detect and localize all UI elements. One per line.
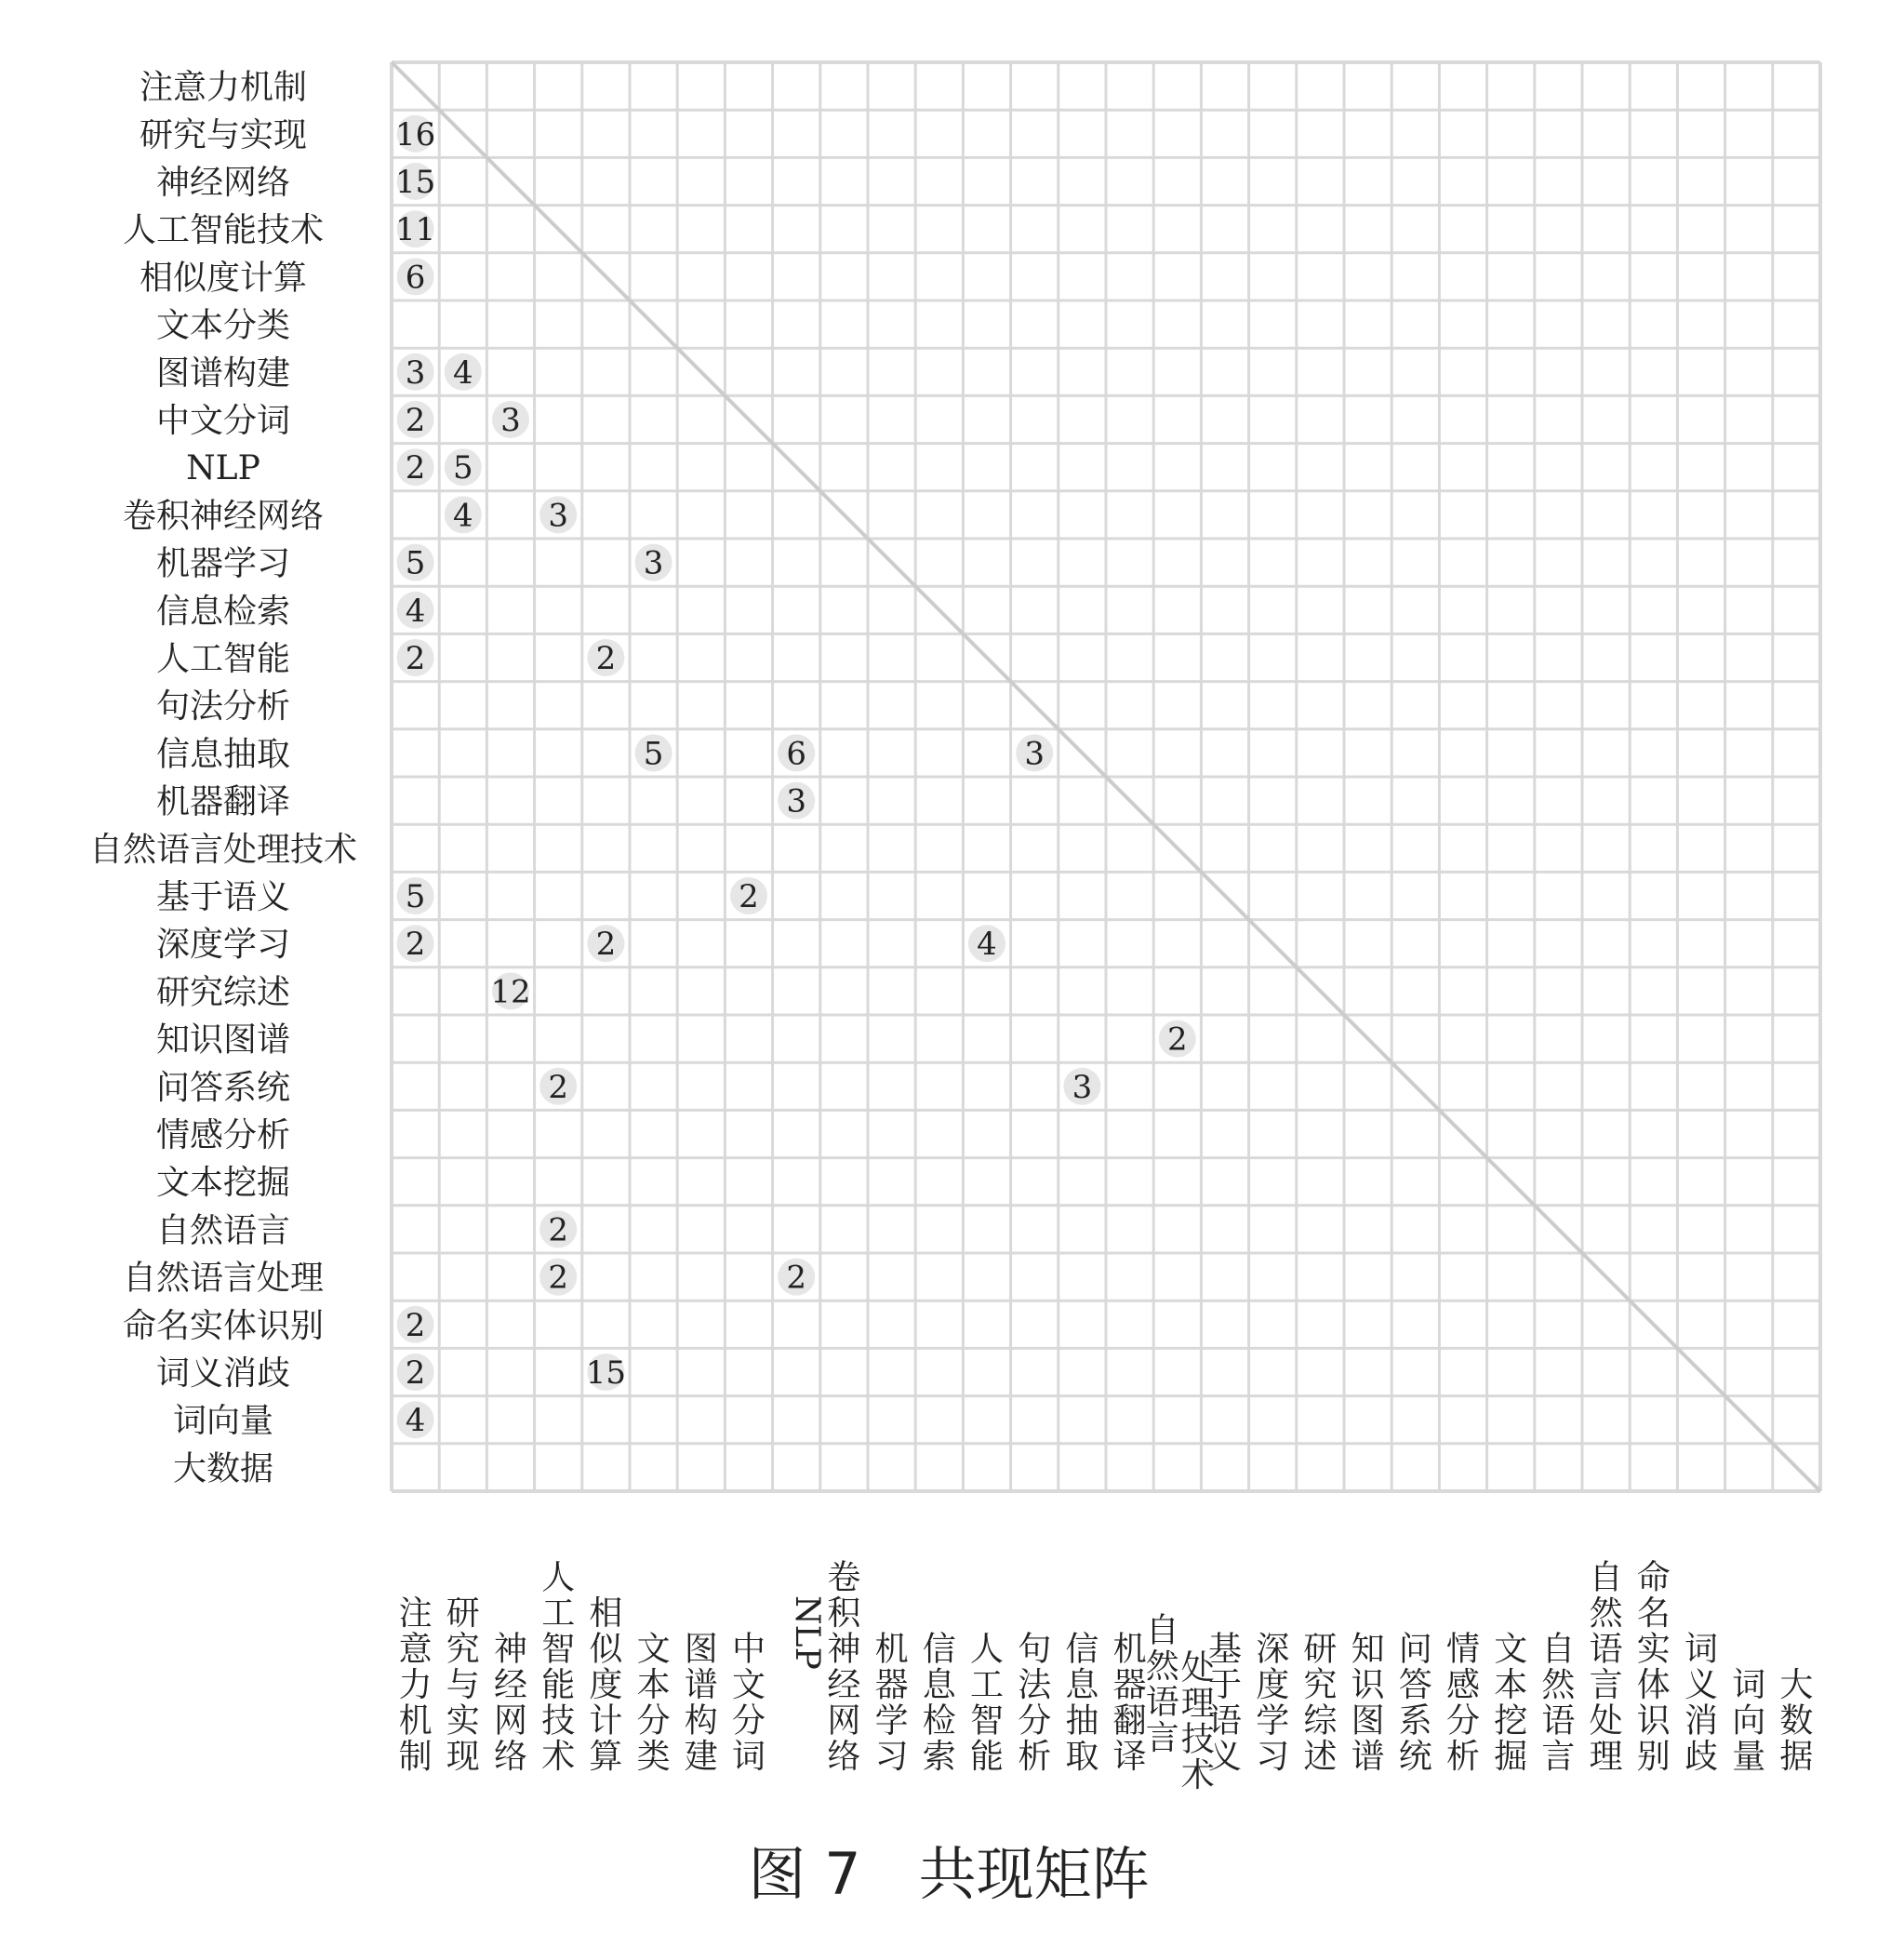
column-label-char: 图 — [1351, 1701, 1385, 1741]
row-label: 机器翻译 — [155, 782, 291, 821]
cell-value: 2 — [595, 926, 617, 964]
cell-value: 5 — [643, 735, 664, 773]
column-label — [1494, 1631, 1527, 1777]
matrix-cell — [395, 210, 435, 248]
column-label-char: 命 — [1636, 1558, 1671, 1597]
column-label-char: 经 — [493, 1666, 528, 1704]
column-label-char: 处 — [1180, 1648, 1215, 1687]
cell-value: 3 — [500, 402, 521, 439]
column-label — [1637, 1559, 1671, 1777]
cell-value: 2 — [548, 1068, 569, 1106]
column-label-char: 文 — [1494, 1630, 1528, 1669]
column-label-char: 建 — [684, 1738, 718, 1776]
column-label-char: 技 — [541, 1701, 576, 1741]
column-label-char: 神 — [827, 1630, 861, 1669]
cell-value: 4 — [405, 1402, 426, 1440]
column-labels — [399, 1559, 1814, 1795]
column-label-char: 计 — [589, 1701, 623, 1741]
column-label-char: 句 — [1018, 1630, 1052, 1669]
column-label-char: 掘 — [1494, 1738, 1528, 1776]
column-label-char: 法 — [1018, 1666, 1052, 1704]
cell-value: 4 — [452, 353, 473, 392]
matrix-cell — [587, 639, 624, 677]
matrix-cell — [395, 163, 435, 201]
row-label: 相似度计算 — [139, 259, 308, 298]
matrix-cell — [445, 353, 482, 392]
column-label-char: 向 — [1732, 1701, 1766, 1741]
column-label-char: 积 — [827, 1594, 861, 1633]
column-label-char: 别 — [1636, 1738, 1671, 1776]
row-label: 研究与实现 — [139, 115, 308, 154]
column-label-char: 器 — [1112, 1666, 1147, 1704]
column-label-char: 谱 — [684, 1666, 718, 1704]
column-label-char: 图 — [684, 1630, 718, 1669]
column-label-char: 言 — [1145, 1719, 1179, 1757]
column-label-char: 歧 — [1684, 1738, 1719, 1776]
column-label-char: 谱 — [1351, 1738, 1385, 1776]
column-label-char: 识 — [1351, 1666, 1385, 1704]
column-label-char: 习 — [874, 1738, 909, 1776]
column-label-char: 文 — [731, 1666, 766, 1704]
column-label-char: 问 — [1398, 1630, 1432, 1669]
column-label-char: 言 — [1589, 1666, 1623, 1704]
column-label — [494, 1631, 527, 1777]
column-label-char: 机 — [398, 1701, 433, 1741]
column-label-char: 词 — [1684, 1630, 1719, 1669]
matrix-cell — [397, 353, 434, 392]
column-label-char: 文 — [636, 1630, 671, 1669]
cell-value: 2 — [595, 640, 617, 677]
column-label-char: 索 — [922, 1738, 956, 1776]
matrix-cell — [1063, 1068, 1100, 1106]
column-label-char: 算 — [589, 1738, 623, 1776]
column-label — [827, 1559, 861, 1777]
column-label-char: 于 — [1207, 1666, 1243, 1704]
column-label-char: 析 — [1018, 1738, 1052, 1776]
matrix-cell — [635, 734, 672, 772]
column-label-char: 分 — [636, 1701, 671, 1741]
column-label-char: 信 — [1065, 1630, 1099, 1669]
column-label-char: 检 — [922, 1701, 956, 1741]
matrix-cell — [539, 1210, 577, 1248]
column-label-char: 经 — [827, 1666, 861, 1704]
column-label-char: 体 — [1636, 1666, 1671, 1704]
column-label-char: 相 — [589, 1594, 623, 1633]
column-label-char: 能 — [541, 1666, 576, 1704]
column-label — [1303, 1631, 1338, 1777]
column-label-char: 人 — [969, 1630, 1005, 1669]
column-label — [446, 1594, 480, 1776]
column-label-char: 大 — [1779, 1666, 1814, 1704]
column-label-char: 力 — [398, 1666, 433, 1704]
row-label: 问答系统 — [155, 1068, 291, 1107]
column-label-char: 挖 — [1494, 1701, 1528, 1741]
cell-value: 2 — [548, 1259, 569, 1297]
column-label-char: 网 — [827, 1701, 861, 1741]
column-label-char: 语 — [1589, 1630, 1623, 1669]
matrix-cell — [1159, 1020, 1196, 1059]
row-label: 命名实体识别 — [122, 1306, 325, 1345]
column-label-char: 度 — [589, 1666, 623, 1704]
matrix-cell — [445, 496, 482, 534]
cell-value: 3 — [786, 782, 807, 820]
cell-value: 2 — [405, 926, 426, 964]
matrix-cell — [635, 544, 672, 582]
column-label-char: 技 — [1180, 1720, 1215, 1759]
row-label: 图谱构建 — [155, 353, 291, 393]
row-label: 信息检索 — [155, 592, 291, 631]
matrix-cell — [397, 1401, 434, 1439]
cell-value: 15 — [394, 164, 436, 201]
column-label-char: 度 — [1256, 1666, 1290, 1704]
column-label — [541, 1559, 575, 1777]
column-label-char: 实 — [1636, 1630, 1671, 1669]
column-label-char: 知 — [1351, 1630, 1385, 1669]
column-label-char: 义 — [1207, 1738, 1243, 1776]
row-label: 人工智能技术 — [122, 211, 325, 250]
column-label-char: 似 — [589, 1630, 623, 1669]
row-label: 卷积神经网络 — [122, 497, 325, 536]
matrix-cell — [397, 1354, 434, 1392]
column-label-char: 据 — [1779, 1738, 1814, 1776]
column-label-char: 学 — [1256, 1701, 1290, 1741]
column-label — [875, 1631, 909, 1777]
column-label-char: 识 — [1636, 1701, 1671, 1741]
column-label-char: 然 — [1145, 1647, 1179, 1686]
cell-value: 2 — [405, 640, 426, 677]
cell-value: 5 — [405, 878, 426, 915]
matrix-cell — [397, 401, 434, 439]
column-label-char: 研 — [446, 1594, 480, 1633]
column-label-char: 构 — [684, 1701, 718, 1741]
column-label — [1351, 1631, 1386, 1777]
column-label — [1590, 1559, 1624, 1777]
matrix-cell — [395, 115, 435, 153]
column-label-char: 综 — [1303, 1701, 1338, 1741]
column-label-char: 络 — [493, 1738, 528, 1776]
row-label: 深度学习 — [155, 926, 291, 965]
column-label-char: 究 — [446, 1630, 480, 1669]
column-label-char: 信 — [922, 1630, 956, 1669]
column-label-char: 分 — [1018, 1701, 1052, 1741]
column-label — [788, 1595, 826, 1670]
column-label-char: 学 — [874, 1701, 909, 1741]
column-label-char: 语 — [1541, 1701, 1576, 1741]
matrix-cell — [397, 639, 434, 677]
cell-value: 3 — [643, 544, 664, 582]
column-label-char: 翻 — [1112, 1701, 1147, 1741]
row-label: 研究综述 — [155, 973, 291, 1012]
column-label-char: 络 — [827, 1738, 861, 1776]
cell-value: 15 — [585, 1354, 627, 1392]
column-label-char: 本 — [1494, 1666, 1528, 1704]
column-label-char: 工 — [969, 1666, 1005, 1704]
matrix-cell — [778, 734, 815, 772]
row-label: NLP — [186, 449, 260, 488]
column-label-char: 智 — [969, 1701, 1005, 1741]
column-label-char: 神 — [493, 1630, 528, 1669]
cell-value: 6 — [405, 259, 426, 297]
matrix-cell — [1016, 734, 1053, 772]
cell-value: 11 — [394, 211, 436, 249]
row-label: 自然语言 — [155, 1211, 291, 1250]
row-labels — [89, 69, 357, 1488]
column-label — [1146, 1612, 1215, 1795]
cell-value: 3 — [405, 353, 426, 392]
column-label-char: 系 — [1398, 1701, 1432, 1741]
column-label-char: 息 — [922, 1666, 956, 1704]
column-label-char: 分 — [731, 1701, 766, 1741]
column-label — [1065, 1631, 1099, 1777]
cell-value: 2 — [405, 402, 426, 439]
row-label: 机器学习 — [155, 544, 291, 583]
column-label — [1732, 1666, 1765, 1776]
column-label-char: 与 — [446, 1666, 480, 1704]
matrix-cell — [397, 448, 434, 487]
matrix-cell — [397, 544, 434, 582]
row-label: 自然语言处理技术 — [88, 830, 358, 869]
row-label: 词义消歧 — [155, 1354, 291, 1393]
column-label-char: 基 — [1207, 1630, 1243, 1669]
cell-value: 2 — [405, 449, 426, 487]
column-label — [637, 1631, 671, 1777]
column-label-char: 制 — [398, 1738, 433, 1776]
column-label-char: 自 — [1541, 1630, 1576, 1669]
column-label-char: 数 — [1779, 1701, 1814, 1741]
column-label-char: 量 — [1732, 1738, 1766, 1776]
column-label-char: 答 — [1398, 1666, 1432, 1704]
column-label-char: 述 — [1303, 1738, 1338, 1776]
column-label — [399, 1594, 433, 1776]
matrix-cell — [492, 401, 529, 439]
row-label: 基于语义 — [155, 878, 291, 916]
column-label-char: 理 — [1180, 1685, 1215, 1723]
column-label-char: 然 — [1589, 1594, 1623, 1633]
row-label: 注意力机制 — [139, 68, 308, 107]
cell-value: 4 — [405, 592, 426, 630]
row-label: 信息抽取 — [155, 735, 291, 774]
cell-value: 4 — [977, 926, 997, 964]
column-label-char: 义 — [1684, 1666, 1719, 1704]
matrix-cell — [778, 782, 815, 820]
cell-value: 2 — [1166, 1020, 1188, 1059]
cell-value: 2 — [739, 878, 759, 915]
cell-value: 3 — [548, 497, 569, 535]
column-label-char: 人 — [541, 1558, 576, 1597]
cell-value: 4 — [452, 497, 473, 535]
matrix-cell — [968, 925, 1005, 963]
column-label — [1779, 1666, 1813, 1776]
column-label-char: 习 — [1256, 1738, 1290, 1776]
column-label-char: 息 — [1065, 1666, 1099, 1704]
column-label-char: 名 — [1636, 1594, 1671, 1633]
row-label: 词向量 — [172, 1402, 274, 1441]
row-label: 自然语言处理 — [122, 1259, 325, 1298]
matrix-cell — [730, 877, 767, 915]
column-label-char: 机 — [874, 1630, 909, 1669]
column-label-char: 中 — [731, 1630, 766, 1669]
column-label-char: 取 — [1065, 1738, 1099, 1776]
column-label-char: 情 — [1445, 1630, 1481, 1669]
matrix-cell — [397, 877, 434, 915]
matrix-cell — [397, 592, 434, 630]
matrix-cell — [587, 925, 624, 963]
column-label — [970, 1631, 1004, 1777]
column-label — [1446, 1631, 1480, 1777]
column-label-char: 机 — [1112, 1630, 1147, 1669]
column-label-char: 术 — [1180, 1756, 1215, 1794]
row-label: 文本挖掘 — [155, 1164, 291, 1203]
cell-value: 2 — [405, 1306, 426, 1344]
column-label-char: 卷 — [827, 1558, 861, 1597]
column-label-char: 现 — [446, 1738, 480, 1776]
column-label-char: 工 — [541, 1594, 576, 1633]
column-label — [1113, 1631, 1147, 1777]
column-label-char: 究 — [1303, 1666, 1338, 1704]
column-label — [1208, 1631, 1242, 1777]
column-label-char: 能 — [969, 1738, 1005, 1776]
row-label: 句法分析 — [155, 687, 291, 727]
matrix-cell — [539, 1259, 577, 1297]
column-label-char: 研 — [1303, 1630, 1338, 1669]
column-label-char: 器 — [874, 1666, 909, 1704]
column-label-char: 词 — [1732, 1666, 1766, 1704]
column-label-char: 词 — [731, 1738, 766, 1776]
cell-value: 5 — [405, 544, 426, 582]
column-label-char: 自 — [1589, 1558, 1623, 1597]
cell-value: 2 — [405, 1354, 426, 1392]
cell-value: 5 — [452, 449, 473, 487]
column-label-char: 智 — [541, 1630, 576, 1669]
cell-value: 2 — [548, 1211, 569, 1249]
matrix-cell — [586, 1354, 626, 1392]
column-label-char: 注 — [398, 1594, 433, 1633]
column-label-char: 感 — [1445, 1666, 1481, 1704]
column-label-char: 译 — [1112, 1738, 1147, 1776]
cell-value: 3 — [1072, 1068, 1093, 1106]
column-label-char: 理 — [1589, 1738, 1623, 1776]
matrix-cell — [778, 1259, 815, 1297]
column-label-char: 消 — [1684, 1701, 1719, 1741]
column-label — [685, 1631, 718, 1777]
column-label-text: NLP — [788, 1595, 827, 1670]
column-label — [1399, 1631, 1432, 1777]
column-label-char: 抽 — [1065, 1701, 1099, 1741]
column-label — [1541, 1631, 1576, 1777]
column-label-char: 实 — [446, 1701, 480, 1741]
matrix-cell — [490, 972, 530, 1010]
column-label — [1684, 1631, 1718, 1777]
column-label-char: 网 — [493, 1701, 528, 1741]
cell-value: 2 — [786, 1259, 807, 1297]
column-label-char: 语 — [1145, 1683, 1179, 1722]
figure-caption: 图 7 共现矩阵 — [748, 1840, 1150, 1908]
column-label-char: 类 — [636, 1738, 671, 1776]
column-label — [1018, 1631, 1052, 1777]
column-label-char: 处 — [1589, 1701, 1623, 1741]
column-label — [923, 1631, 957, 1777]
cell-value: 3 — [1024, 735, 1045, 773]
cell-value: 16 — [394, 115, 436, 153]
column-label — [589, 1594, 623, 1776]
matrix-cell — [539, 496, 577, 534]
row-label: 知识图谱 — [155, 1020, 291, 1060]
row-label: 情感分析 — [155, 1116, 291, 1154]
column-label-char: 本 — [636, 1666, 671, 1704]
row-label: 神经网络 — [155, 164, 291, 202]
column-label-char: 统 — [1398, 1738, 1432, 1776]
column-label-char: 意 — [398, 1630, 433, 1669]
column-label-char: 然 — [1541, 1666, 1576, 1704]
column-label-char: 自 — [1145, 1611, 1179, 1650]
column-label-char: 析 — [1445, 1738, 1481, 1776]
row-label: 人工智能 — [155, 640, 291, 678]
cell-value: 12 — [490, 973, 531, 1011]
column-label-char: 语 — [1207, 1701, 1243, 1741]
matrix-cell — [397, 1306, 434, 1344]
column-label-char: 深 — [1256, 1630, 1290, 1669]
column-label-char: 术 — [541, 1738, 576, 1776]
matrix-cell — [397, 925, 434, 963]
column-label-char: 分 — [1445, 1701, 1481, 1741]
column-label — [732, 1631, 766, 1777]
row-label: 中文分词 — [155, 402, 291, 440]
matrix-cell — [539, 1068, 577, 1106]
row-label: 大数据 — [172, 1449, 274, 1488]
matrix-cell — [445, 448, 482, 487]
matrix-cell — [397, 258, 434, 296]
row-label: 文本分类 — [155, 306, 291, 345]
column-label-char: 言 — [1541, 1738, 1576, 1776]
column-label — [1256, 1631, 1289, 1777]
cell-value: 6 — [786, 735, 807, 773]
